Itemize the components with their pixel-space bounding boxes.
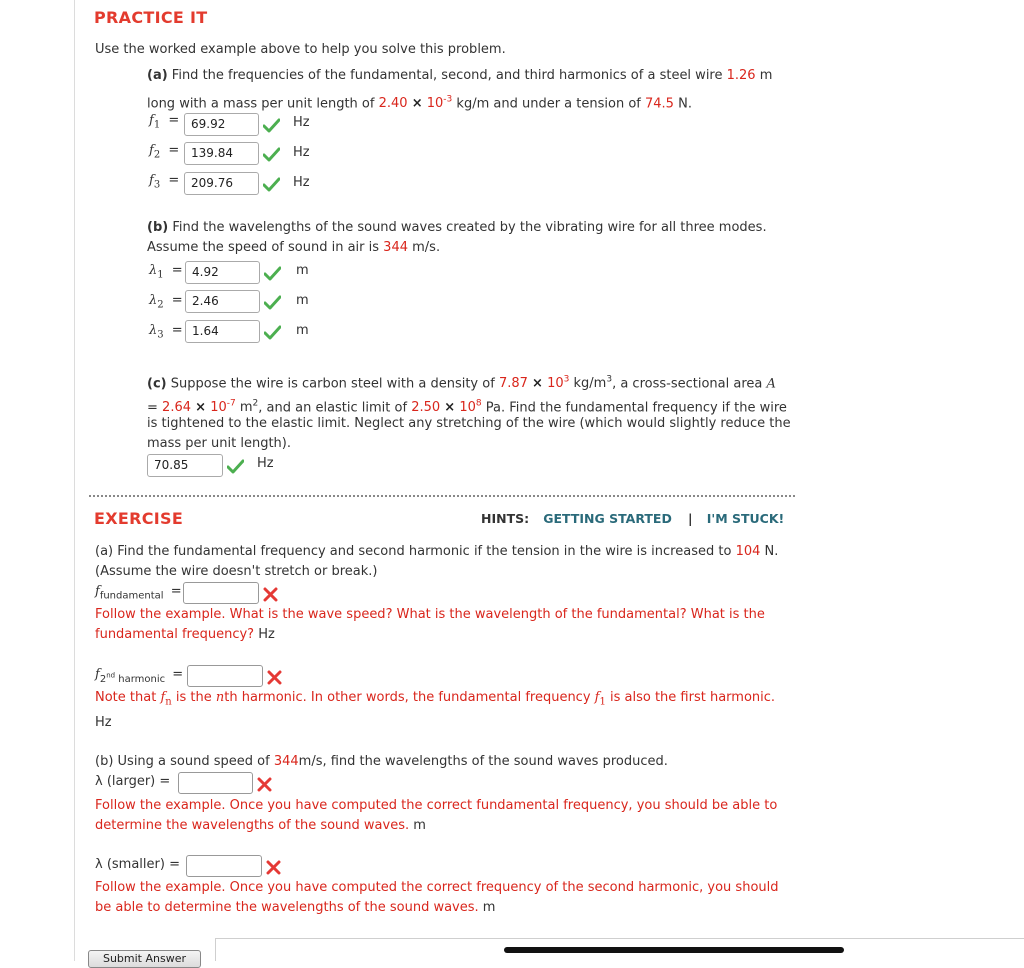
part-a-text1: Find the frequencies of the fundamental, second, and third harmonics of a steel wire: [171, 68, 723, 83]
bottom-divider: [215, 938, 1024, 939]
f-fundamental-feedback-line2: [95, 625, 275, 645]
sound-speed-unit: m/s.: [412, 240, 441, 255]
practice-intro: Use the worked example above to help you solve this problem.: [95, 42, 506, 57]
left-margin: [0, 0, 75, 961]
x-mark-icon: [267, 670, 282, 685]
f-fundamental-feedback-line1: Follow the example. What is the wave speed? What is the wavelength of the fundamental? What is the: [95, 607, 765, 622]
f-second-harmonic-label: $f_{2^{nd} harmonic}$ =: [95, 667, 184, 685]
area-eq: =: [147, 400, 158, 416]
lambda-larger-feedback-line1: Follow the example. Once you have computed the correct fundamental frequency, you should be able to: [95, 798, 778, 813]
part-b-label: (b): [147, 220, 169, 235]
lambda-larger-feedback-line2: [95, 816, 426, 836]
part-c-text3: , and an elastic limit of: [258, 400, 408, 416]
practice-title: PRACTICE IT: [94, 8, 208, 27]
lambda1-label: $\lambda_1$: [149, 263, 164, 281]
part-b-text2: Assume the speed of sound in air is: [147, 240, 380, 255]
tension-value: 74.5: [645, 96, 674, 112]
lambda2-label: $\lambda_2$: [149, 293, 164, 311]
lambda1-row: $\lambda_1$ =: [149, 263, 183, 281]
mass-per-length: $2.40 \times 10^{-3}$: [378, 95, 453, 112]
lambda3-answer-field[interactable]: 1.64: [185, 320, 260, 343]
area-value: $2.64 \times 10^{-7}$: [162, 399, 236, 416]
lambda-smaller-unit: m: [482, 900, 496, 915]
part-c-line3: is tightened to the elastic limit. Neglect any stretching of the wire (which would slightly reduce the: [147, 416, 791, 431]
section-divider: [89, 495, 795, 497]
part-c-text1: Suppose the wire is carbon steel with a density of: [170, 376, 495, 392]
new-tension-value: 104: [735, 544, 761, 559]
f-second-harmonic-unit: Hz: [95, 715, 112, 730]
bottom-vertical-divider: [215, 938, 216, 961]
exercise-title: EXERCISE: [94, 509, 184, 528]
part-a-line1: [147, 66, 772, 86]
f-fundamental-input[interactable]: [183, 582, 259, 604]
check-icon: [263, 118, 280, 133]
area-var: A: [766, 376, 776, 392]
wire-length: 1.26: [726, 68, 756, 83]
lambda1-answer-field[interactable]: 4.92: [185, 261, 260, 284]
part-c-text4: Pa. Find the fundamental frequency if the wire: [485, 400, 787, 416]
lambda2-answer-field[interactable]: 2.46: [185, 290, 260, 313]
hints-separator: |: [688, 511, 693, 526]
check-icon: [264, 295, 281, 310]
f3-answer-field[interactable]: 209.76: [184, 172, 259, 195]
check-icon: [264, 266, 281, 281]
exercise-a-line1: [95, 542, 778, 562]
lambda-smaller-input[interactable]: [186, 855, 262, 877]
f2-unit: Hz: [293, 145, 310, 160]
f1-row: $f_1$ =: [149, 113, 180, 131]
part-c-text2: , a cross-sectional area: [612, 376, 763, 392]
f1-label: $f_1$: [149, 113, 161, 131]
x-mark-icon: [263, 587, 278, 602]
sound-speed: 344: [383, 240, 408, 255]
lambda2-unit: m: [296, 293, 309, 308]
f1-unit: Hz: [293, 115, 310, 130]
x-mark-icon: [266, 860, 281, 875]
f-second-harmonic-input[interactable]: [187, 665, 263, 687]
new-tension-unit: N.: [764, 544, 779, 559]
f2-row: $f_2$ =: [149, 143, 180, 161]
tension-unit: N.: [678, 96, 692, 112]
part-b-line1: [147, 218, 767, 238]
part-b-text1: Find the wavelengths of the sound waves created by the vibrating wire for all three modes.: [172, 220, 767, 235]
lambda3-unit: m: [296, 323, 309, 338]
part-c-label: (c): [147, 376, 167, 392]
density-value: $7.87 \times 10^3$: [498, 375, 570, 392]
lambda-larger-label: λ (larger) =: [95, 774, 171, 789]
lambda-larger-input[interactable]: [178, 772, 253, 794]
part-a-text2: long with a mass per unit length of: [147, 96, 375, 112]
lambda-larger-unit: m: [413, 818, 426, 833]
density-unit: $kg/m^3$: [573, 375, 613, 392]
exercise-sound-speed: 344: [273, 754, 299, 769]
exercise-a-text1: (a) Find the fundamental frequency and second harmonic if the tension in the wire is increased to: [95, 544, 732, 559]
f-fundamental-label: $f_{fundamental}$ =: [95, 584, 182, 602]
lambda-smaller-feedback-line1: Follow the example. Once you have computed the correct frequency of the second harmonic, you should: [95, 880, 779, 895]
f2-answer-field[interactable]: 139.84: [184, 142, 259, 165]
hint-im-stuck-link[interactable]: I'M STUCK!: [706, 511, 785, 526]
check-icon: [264, 325, 281, 340]
elastic-limit-value: $2.50 \times 10^8$: [411, 399, 482, 416]
f-fundamental-feedback2: fundamental frequency?: [95, 627, 255, 642]
lambda-smaller-feedback-line2: [95, 898, 495, 918]
lambda2-row: $\lambda_2$ =: [149, 293, 183, 311]
f3-row: $f_3$ =: [149, 173, 180, 191]
part-a-text3: kg/m and under a tension of: [456, 96, 641, 112]
exercise-a-line2: (Assume the wire doesn't stretch or break.): [95, 564, 378, 579]
fundamental-answer-field[interactable]: 70.85: [147, 454, 223, 477]
part-c-line1: [147, 370, 776, 394]
hints-bar: [481, 509, 784, 530]
f2-label: $f_2$: [149, 143, 161, 161]
exercise-b-line1: [95, 752, 668, 772]
area-unit: $m^2$: [239, 399, 259, 416]
check-icon: [227, 459, 244, 474]
f1-answer-field[interactable]: 69.92: [184, 113, 259, 136]
lambda-smaller-feedback2: be able to determine the wavelengths of the sound waves.: [95, 900, 479, 915]
wire-length-unit: m: [759, 68, 773, 83]
hint-getting-started-link[interactable]: GETTING STARTED: [543, 511, 672, 526]
lambda-larger-feedback2: determine the wavelengths of the sound waves.: [95, 818, 410, 833]
f-fundamental-unit: Hz: [258, 627, 275, 642]
hints-label: HINTS:: [481, 511, 530, 526]
lambda3-label: $\lambda_3$: [149, 323, 164, 341]
f3-unit: Hz: [293, 175, 310, 190]
exercise-b-text2: m/s, find the wavelengths of the sound waves produced.: [298, 754, 668, 769]
part-b-line2: [147, 238, 440, 258]
fundamental-unit: Hz: [257, 456, 274, 471]
exercise-b-text1: (b) Using a sound speed of: [95, 754, 270, 769]
check-icon: [263, 147, 280, 162]
submit-answer-button[interactable]: Submit Answer: [88, 950, 201, 968]
part-a-line2: [147, 90, 692, 114]
check-icon: [263, 177, 280, 192]
horizontal-scrollbar[interactable]: [504, 947, 844, 953]
lambda3-row: $\lambda_3$ =: [149, 323, 183, 341]
f3-label: $f_3$: [149, 173, 161, 191]
part-a-label: (a): [147, 68, 168, 83]
lambda-smaller-label: λ (smaller) =: [95, 857, 180, 872]
f-second-harmonic-feedback: Note that $f_n$ is the nth harmonic. In other words, the fundamental frequency $f_1$ is also the first harmonic.: [95, 690, 776, 708]
part-c-line4: mass per unit length).: [147, 436, 291, 451]
x-mark-icon: [257, 777, 272, 792]
lambda1-unit: m: [296, 263, 309, 278]
